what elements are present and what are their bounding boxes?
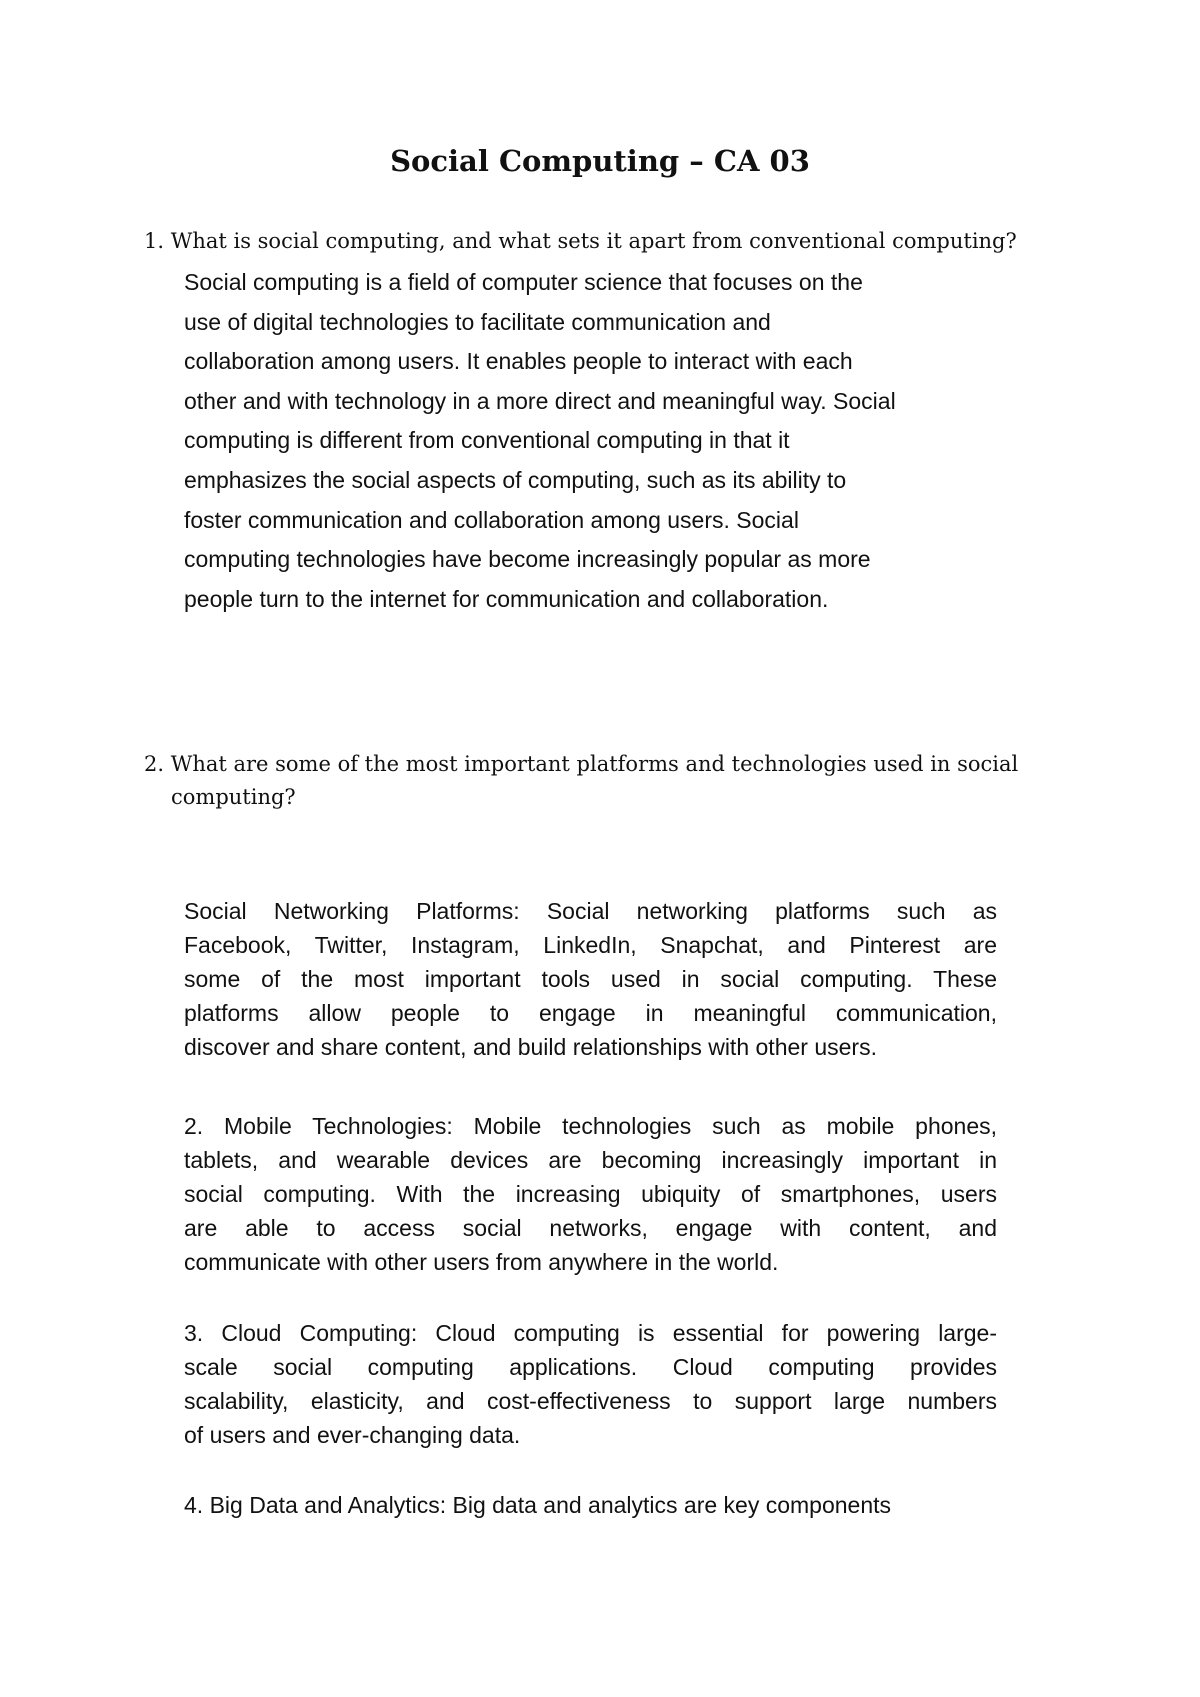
item-line: communicate with other users from anywhere in the world. <box>184 1249 779 1275</box>
question-1 <box>144 225 1024 258</box>
question-2-text: 2. What are some of the most important platforms and technologies used in social computing? <box>144 752 1019 809</box>
answer-1 <box>184 263 1004 619</box>
question-2 <box>144 748 1024 814</box>
question-2-number: 2. <box>144 752 165 776</box>
platform-item-cloud-computing <box>184 1316 997 1452</box>
answer-line: emphasizes the social aspects of computing, such as its ability to <box>184 466 847 493</box>
answer-line: other and with technology in a more direct and meaningful way. Social <box>184 387 896 414</box>
answer-line: foster communication and collaboration among users. Social <box>184 506 799 533</box>
item-line: are able to access social networks, engage with content, and <box>184 1215 997 1241</box>
item-line: social computing. With the increasing ubiquity of smartphones, users <box>184 1181 997 1207</box>
item-line: scalability, elasticity, and cost-effectiveness to support large numbers <box>184 1388 997 1414</box>
item-line: 2. Mobile Technologies: Mobile technologies such as mobile phones, <box>184 1113 997 1139</box>
question-1-text: 1. What is social computing, and what sets it apart from conventional computing? <box>144 229 1017 253</box>
platform-item-mobile-technologies <box>184 1109 997 1279</box>
item-line: of users and ever-changing data. <box>184 1422 521 1448</box>
item-line: 3. Cloud Computing: Cloud computing is essential for powering large- <box>184 1320 997 1346</box>
item-line: Social Networking Platforms: Social networking platforms such as <box>184 898 997 924</box>
answer-line: Social computing is a field of computer science that focuses on the <box>184 269 863 295</box>
answer-line: computing technologies have become increasingly popular as more <box>184 546 871 573</box>
item-line: Facebook, Twitter, Instagram, LinkedIn, Snapchat, and Pinterest are <box>184 932 997 958</box>
page-title: Social Computing – CA 03 <box>390 144 810 178</box>
answer-line: collaboration among users. It enables people to interact with each <box>184 348 853 375</box>
item-line: 4. Big Data and Analytics: Big data and analytics are key components <box>184 1492 892 1518</box>
item-line: discover and share content, and build relationships with other users. <box>184 1034 877 1060</box>
question-1-number: 1. <box>144 229 165 253</box>
answer-line: computing is different from conventional computing in that it <box>184 427 790 454</box>
platform-item-social-networking <box>184 894 997 1064</box>
item-line: scale social computing applications. Cloud computing provides <box>184 1354 997 1380</box>
answer-line: use of digital technologies to facilitate communication and <box>184 308 771 335</box>
item-line: tablets, and wearable devices are becoming increasingly important in <box>184 1147 997 1173</box>
item-line: some of the most important tools used in social computing. These <box>184 966 997 992</box>
platform-item-big-data <box>184 1488 997 1522</box>
answer-line: people turn to the internet for communication and collaboration. <box>184 585 829 612</box>
item-line: platforms allow people to engage in meaningful communication, <box>184 1000 997 1026</box>
